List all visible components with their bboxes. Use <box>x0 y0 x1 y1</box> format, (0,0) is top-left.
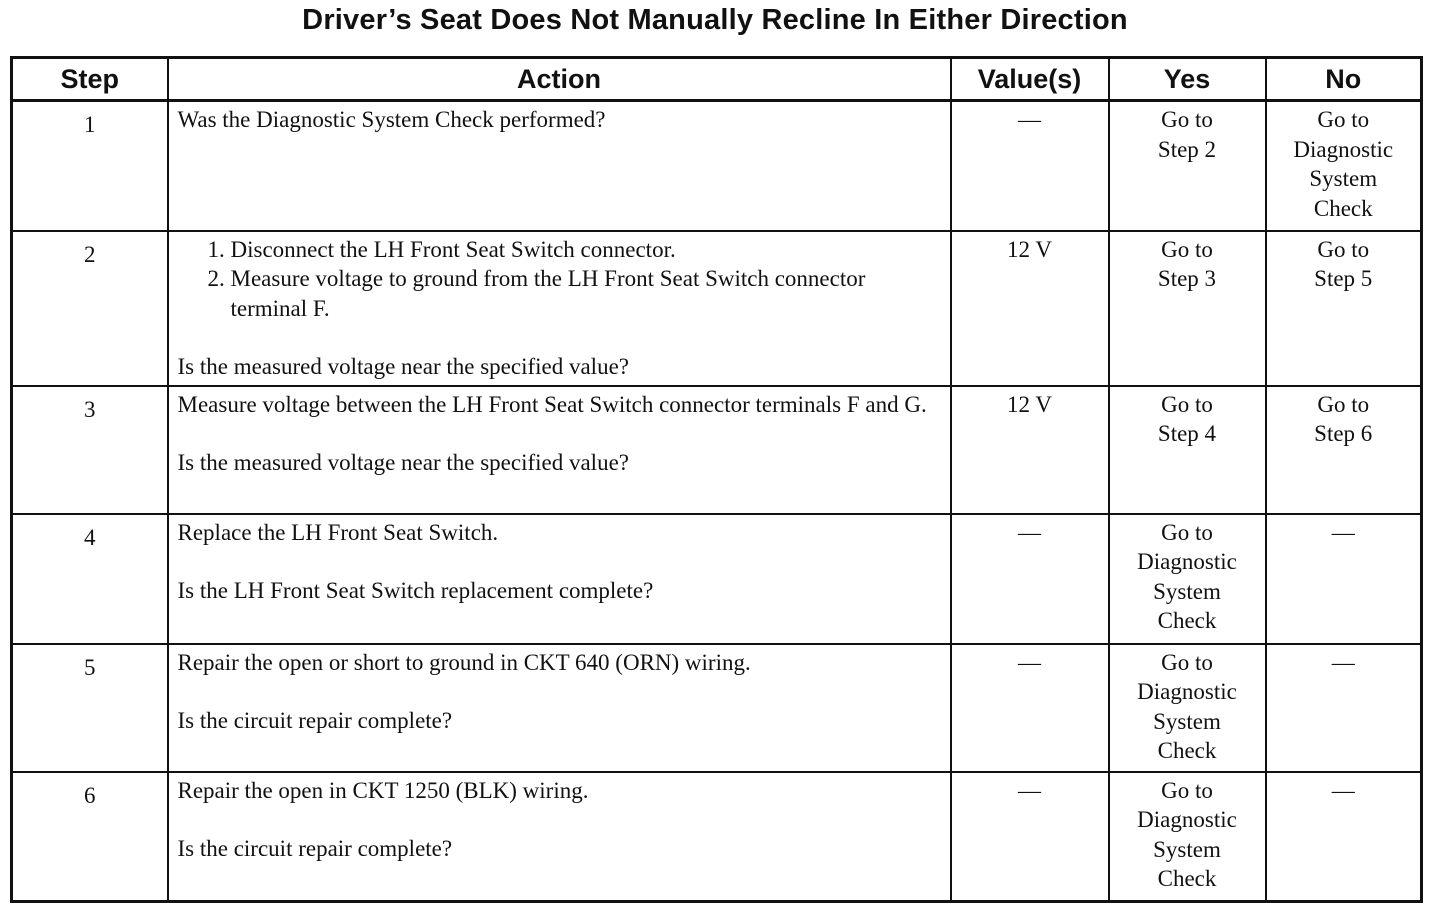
step-number: 1 <box>12 101 168 231</box>
table-header-row <box>12 58 1422 101</box>
table-row <box>12 386 1422 514</box>
action-text: Measure voltage between the LH Front Seat Switch connector terminals F and G. <box>177 391 927 417</box>
yes-line: Check <box>1157 608 1217 633</box>
document-title: Driver’s Seat Does Not Manually Recline In Either Direction <box>302 4 1128 36</box>
step-number: 3 <box>12 386 168 514</box>
table-row <box>12 101 1422 231</box>
value-cell: — <box>951 514 1109 644</box>
action-cell <box>168 514 951 644</box>
no-line: Step 5 <box>1314 266 1373 291</box>
header-yes: Yes <box>1109 58 1266 101</box>
yes-cell <box>1109 514 1266 644</box>
no-line: Diagnostic <box>1293 136 1394 162</box>
action-cell <box>168 386 951 514</box>
diagnostic-table <box>10 56 1423 903</box>
yes-line: Go to <box>1161 649 1213 675</box>
yes-line: Diagnostic <box>1137 679 1237 704</box>
table-row <box>12 514 1422 644</box>
yes-line: Step 3 <box>1157 266 1217 291</box>
action-cell <box>168 644 951 772</box>
yes-line: Step 2 <box>1157 136 1217 162</box>
yes-line: System <box>1153 836 1221 862</box>
no-cell <box>1266 386 1422 514</box>
header-action: Action <box>168 58 951 101</box>
no-cell: — <box>1266 514 1422 644</box>
yes-line: Go to <box>1161 777 1213 803</box>
action-cell <box>168 231 951 386</box>
no-line: Step 6 <box>1314 421 1373 446</box>
action-question: Is the circuit repair complete? <box>177 836 453 861</box>
yes-line: Go to <box>1161 391 1213 417</box>
value-cell: — <box>951 644 1109 772</box>
step-number: 2 <box>12 231 168 386</box>
yes-line: Step 4 <box>1157 421 1217 446</box>
yes-cell <box>1109 644 1266 772</box>
step-number: 6 <box>12 772 168 902</box>
no-line: Go to <box>1317 236 1370 262</box>
no-line: System <box>1309 166 1378 191</box>
header-step: Step <box>12 58 168 101</box>
action-cell <box>168 101 951 231</box>
yes-line: Go to <box>1161 236 1213 262</box>
action-text: Repair the open in CKT 1250 (BLK) wiring. <box>177 777 589 803</box>
no-cell: — <box>1266 644 1422 772</box>
value-cell: 12 V <box>951 386 1109 514</box>
value-cell: — <box>951 101 1109 231</box>
yes-cell <box>1109 386 1266 514</box>
step-number: 5 <box>12 644 168 772</box>
no-line: Go to <box>1317 391 1370 417</box>
no-cell <box>1266 101 1422 231</box>
header-no: No <box>1266 58 1422 101</box>
action-cell <box>168 772 951 902</box>
header-values: Value(s) <box>951 58 1109 101</box>
yes-line: Go to <box>1161 519 1213 545</box>
action-step-item: 1. Disconnect the LH Front Seat Switch connector. <box>231 235 942 265</box>
yes-line: System <box>1153 708 1221 734</box>
action-step-item: 2. Measure voltage to ground from the LH Front Seat Switch connector terminal F. <box>231 264 942 323</box>
no-cell <box>1266 231 1422 386</box>
action-text: Was the Diagnostic System Check performed? <box>177 107 606 132</box>
table-row <box>12 231 1422 386</box>
yes-line: Go to <box>1161 107 1213 132</box>
action-text: Repair the open or short to ground in CKT 640 (ORN) wiring. <box>177 649 751 675</box>
table-row <box>12 772 1422 902</box>
action-question: Is the circuit repair complete? <box>177 708 453 733</box>
yes-line: Diagnostic <box>1137 549 1237 574</box>
value-cell: 12 V <box>951 231 1109 386</box>
action-question: Is the LH Front Seat Switch replacement complete? <box>177 578 654 603</box>
yes-line: Diagnostic <box>1137 807 1237 832</box>
table-row <box>12 644 1422 772</box>
yes-cell <box>1109 772 1266 902</box>
no-cell: — <box>1266 772 1422 902</box>
no-line: Check <box>1313 195 1373 221</box>
action-steps-list <box>178 235 942 324</box>
action-text: Replace the LH Front Seat Switch. <box>177 519 499 545</box>
yes-line: System <box>1153 578 1221 604</box>
action-question: Is the measured voltage near the specified value? <box>177 450 629 475</box>
yes-cell <box>1109 231 1266 386</box>
value-cell: — <box>951 772 1109 902</box>
yes-cell <box>1109 101 1266 231</box>
yes-line: Check <box>1157 738 1217 763</box>
yes-line: Check <box>1157 866 1217 891</box>
action-question: Is the measured voltage near the specified value? <box>177 354 629 379</box>
step-number: 4 <box>12 514 168 644</box>
no-line: Go to <box>1317 107 1370 132</box>
